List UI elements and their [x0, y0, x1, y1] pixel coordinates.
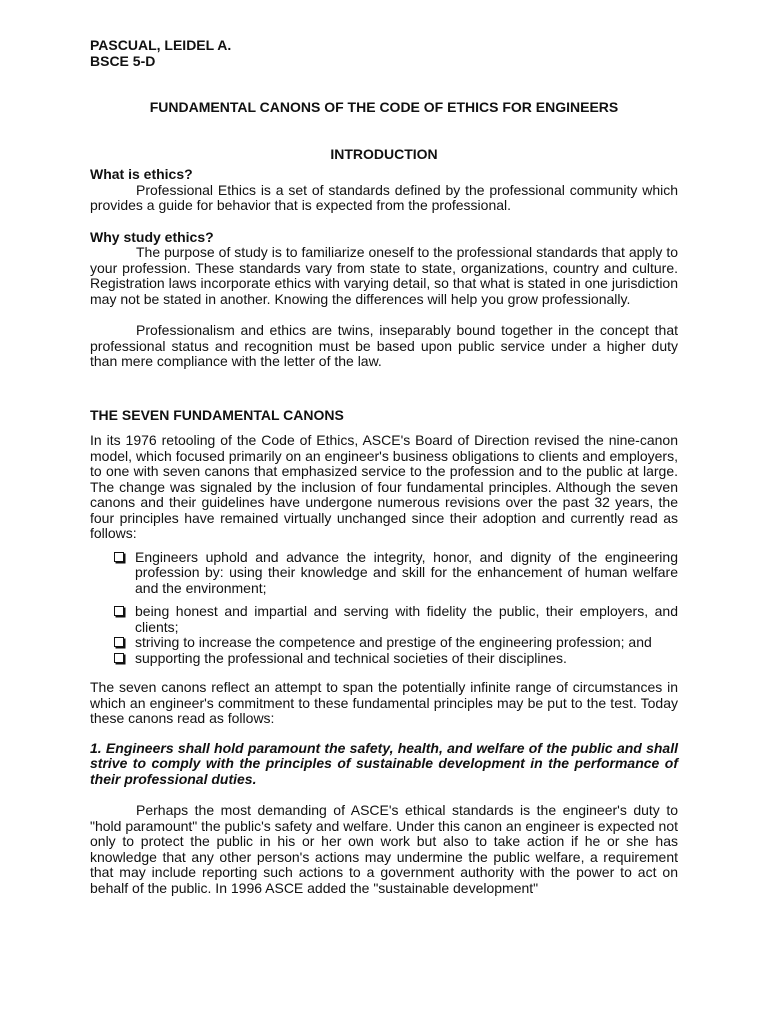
checkbox-bullet-icon [114, 606, 124, 616]
principle-text: striving to increase the competence and prestige of the engineering profession; and [135, 634, 652, 650]
why-study-ethics-paragraph: The purpose of study is to familiarize oneself to the professional standards that apply to your profession. These standards vary from state to state, organizations, country and culture. Registration laws incorporate ethics with varying detail, so that what is stated in one jurisdiction may not be stated in another. Knowing the differences will help you grow professionally. [90, 244, 678, 307]
seven-canons-summary-paragraph: The seven canons reflect an attempt to span the potentially infinite range of circumstances in which an engineer's commitment to these fundamental principles may be put to the test. Today these canons read as follows: [90, 679, 678, 726]
seven-canons-intro-paragraph: In its 1976 retooling of the Code of Ethics, ASCE's Board of Direction revised the nine-canon model, which focused primarily on an engineer's business obligations to clients and employers, to one with seven canons that emphasized service to the profession and to the public at large. The change was signaled by the inclusion of four fundamental principles. Although the seven canons and their guidelines have undergone numerous revisions over the past 32 years, the four principles have remained virtually unchanged since their adoption and currently read as follows: [90, 432, 678, 541]
checkbox-bullet-icon [114, 552, 124, 562]
checkbox-bullet-icon [114, 653, 124, 663]
document-page [90, 38, 678, 896]
principle-text: being honest and impartial and serving with fidelity the public, their employers, and clients; [135, 603, 678, 635]
what-is-ethics-heading: What is ethics? [90, 166, 193, 182]
list-item [90, 635, 678, 651]
canon-one-discussion-paragraph: Perhaps the most demanding of ASCE's ethical standards is the engineer's duty to "hold paramount" the public's safety and welfare. Under this canon an engineer is expected not only to protect the public in his or her own work but also to take action if he or she has knowledge that any other person's actions may undermine the public welfare, a requirement that may include reporting such actions to a government authority with the power to act on behalf of the public. In 1996 ASCE added the "sustainable development" [90, 802, 678, 896]
why-study-ethics-heading: Why study ethics? [90, 228, 214, 245]
list-item [90, 550, 678, 597]
what-is-ethics-paragraph: Professional Ethics is a set of standards defined by the professional community which provides a guide for behavior that is expected from the professional. [90, 181, 678, 213]
seven-canons-heading: THE SEVEN FUNDAMENTAL CANONS [90, 406, 344, 423]
course-section: BSCE 5-D [90, 52, 156, 69]
professionalism-paragraph: Professionalism and ethics are twins, inseparably bound together in the concept that professional status and recognition must be based upon public service under a higher duty than mere compliance with the letter of the law. [90, 322, 678, 369]
principle-text: supporting the professional and technical societies of their disciplines. [135, 649, 567, 666]
checkbox-bullet-icon [114, 637, 124, 647]
list-item [90, 651, 678, 667]
fundamental-principles-list [90, 550, 678, 667]
author-name: PASCUAL, LEIDEL A. [90, 37, 232, 53]
principle-text: Engineers uphold and advance the integrity, honor, and dignity of the engineering profession by: using their knowledge and skill for the enhancement of human welfare and the environment; [135, 548, 678, 596]
introduction-heading: INTRODUCTION [330, 145, 438, 162]
document-title: FUNDAMENTAL CANONS OF THE CODE OF ETHICS FOR ENGINEERS [149, 99, 619, 115]
canon-one-statement: 1. Engineers shall hold paramount the safety, health, and welfare of the public and shall strive to comply with the principles of sustainable development in the performance of their professional duties. [90, 739, 678, 787]
list-item [90, 604, 678, 635]
